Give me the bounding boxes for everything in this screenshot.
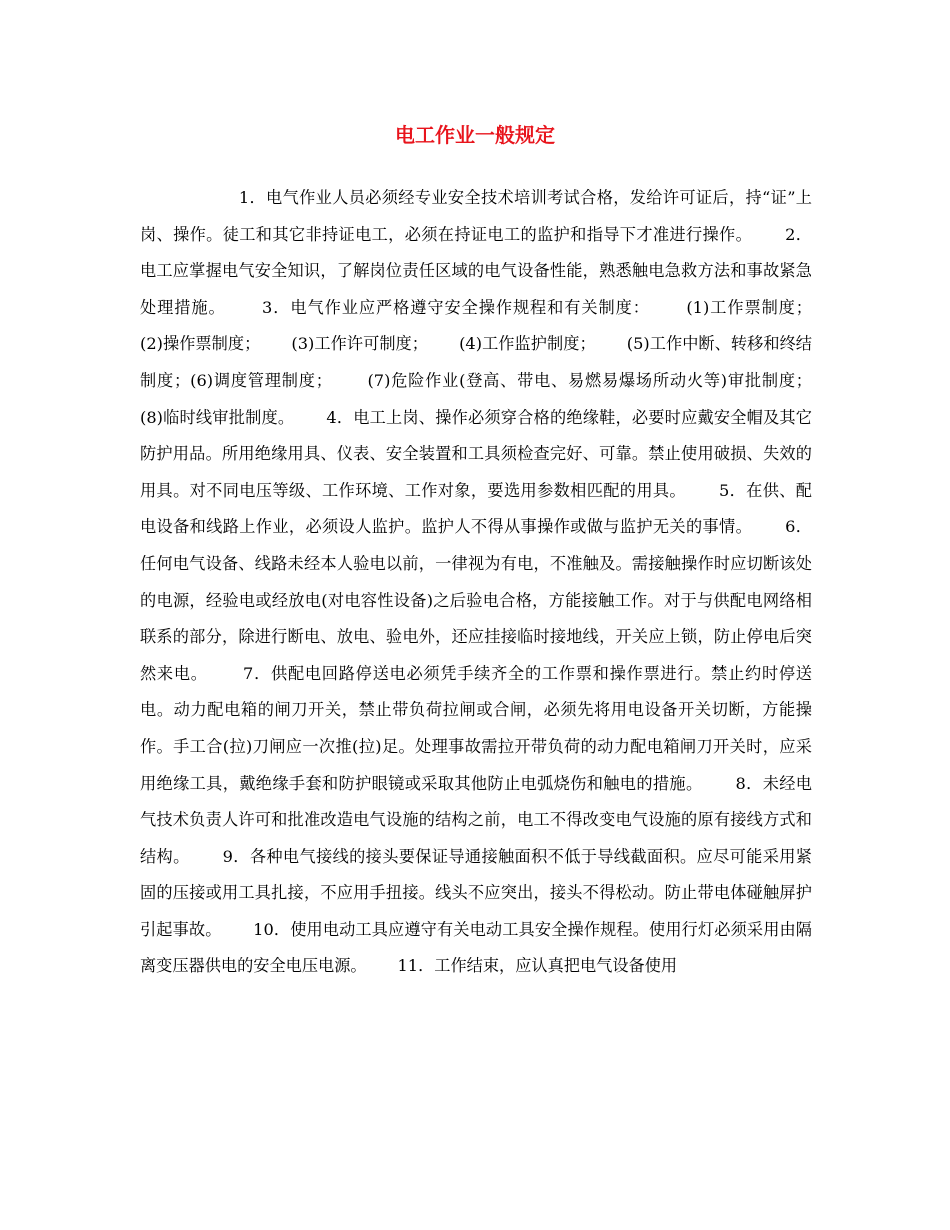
document-body: 1．电气作业人员必须经专业安全技术培训考试合格，发给许可证后，持“证”上岗、操作。徒工和其它非持证电工，必须在持证电工的监护和指导下才准进行操作。 2．电工应掌握电气安全知识，了解岗位责任区域的电气设备性能，熟悉触电急救方法和事故紧急处理措施。 3．电气作业应严格遵守安全操作规程和有关制度： (1)工作票制度； (2)操作票制度； (3)工作许可制度； (4)工作监护制度； (5)工作中断、转移和终结制度；(6)调度管理制度； (7)危险作业(登高、带电、易燃易爆场所动火等)审批制度； (8)临时线审批制度。 4．电工上岗、操作必须穿合格的绝缘鞋，必要时应戴安全帽及其它防护用品。所用绝缘用具、仪表、安全装置和工具须检查完好、可靠。禁止使用破损、失效的用具。对不同电压等级、工作环境、工作对象，要选用参数相匹配的用具。 5．在供、配电设备和线路上作业，必须设人监护。监护人不得从事操作或做与监护无关的事情。 6．任何电气设备、线路未经本人验电以前，一律视为有电，不准触及。需接触操作时应切断该处的电源，经验电或经放电(对电容性设备)之后验电合格，方能接触工作。对于与供配电网络相联系的部分，除进行断电、放电、验电外，还应挂接临时接地线，开关应上锁，防止停电后突然来电。 7．供配电回路停送电必须凭手续齐全的工作票和操作票进行。禁止约时停送电。动力配电箱的闸刀开关，禁止带负荷拉闸或合闸，必须先将用电设备开关切断，方能操作。手工合(拉)刀闸应一次推(拉)足。处理事故需拉开带负荷的动力配电箱闸刀开关时，应采用绝缘工具，戴绝缘手套和防护眼镜或采取其他防止电弧烧伤和触电的措施。 8．未经电气技术负责人许可和批准改造电气设施的结构之前，电工不得改变电气设施的原有接线方式和结构。 9．各种电气接线的接头要保证导通接触面积不低于导线截面积。应尽可能采用紧固的压接或用工具扎接，不应用手扭接。线头不应突出，接头不得松动。防止带电体碰触屏护引起事故。 10．使用电动工具应遵守有关电动工具安全操作规程。使用行灯必须采用由隔离变压器供电的安全电压电源。 11．工作结束，应认真把电气设备使用 — [140, 188, 843, 976]
document-title: 电工作业一般规定 — [395, 123, 555, 147]
